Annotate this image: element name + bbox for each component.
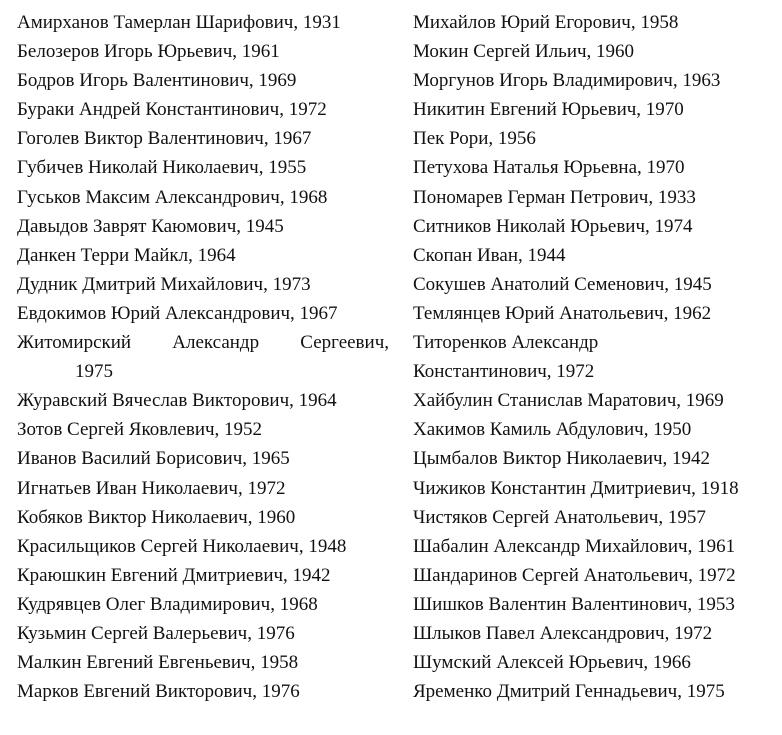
list-item: Скопан Иван, 1944 bbox=[413, 244, 566, 266]
list-item: Гуськов Максим Александрович, 1968 bbox=[17, 186, 328, 208]
list-item: Дудник Дмитрий Михайлович, 1973 bbox=[17, 273, 311, 295]
list-item: Хакимов Камиль Абдулович, 1950 bbox=[413, 419, 692, 441]
list-item: Моргунов Игорь Владимирович, 1963 bbox=[413, 70, 721, 92]
list-item: Бодров Игорь Валентинович, 1969 bbox=[17, 70, 297, 92]
list-item: Шишков Валентин Валентинович, 1953 bbox=[413, 593, 735, 615]
left-name-column bbox=[17, 8, 389, 706]
list-item: Темлянцев Юрий Анатольевич, 1962 bbox=[413, 302, 712, 324]
list-item: Губичев Николай Николаевич, 1955 bbox=[17, 157, 307, 179]
list-item: Амирханов Тамерлан Шарифович, 1931 bbox=[17, 12, 341, 33]
list-item: Житомирский Александр Сергеевич, bbox=[17, 332, 389, 354]
list-item: Давыдов Заврят Каюмович, 1945 bbox=[17, 215, 284, 237]
list-item: Пек Рори, 1956 bbox=[413, 128, 536, 150]
list-item: Краюшкин Евгений Дмитриевич, 1942 bbox=[17, 564, 331, 586]
list-item: Гоголев Виктор Валентинович, 1967 bbox=[17, 128, 312, 150]
list-item: Белозеров Игорь Юрьевич, 1961 bbox=[17, 41, 280, 63]
list-item: Чижиков Константин Дмитриевич, 1918 bbox=[413, 477, 739, 499]
list-item: Журавский Вячеслав Викторович, 1964 bbox=[17, 390, 337, 412]
list-item: Шабалин Александр Михайлович, 1961 bbox=[413, 535, 736, 557]
list-item: Шандаринов Сергей Анатольевич, 1972 bbox=[413, 564, 736, 586]
list-item: Михайлов Юрий Егорович, 1958 bbox=[413, 12, 679, 33]
list-item: Евдокимов Юрий Александрович, 1967 bbox=[17, 302, 338, 324]
list-item: Иванов Василий Борисович, 1965 bbox=[17, 448, 290, 470]
list-item: Шумский Алексей Юрьевич, 1966 bbox=[413, 652, 691, 674]
list-item-continuation: 1975 bbox=[75, 361, 113, 383]
list-item: Шлыков Павел Александрович, 1972 bbox=[413, 622, 713, 644]
list-item: Никитин Евгений Юрьевич, 1970 bbox=[413, 99, 684, 121]
list-item: Красильщиков Сергей Николаевич, 1948 bbox=[17, 535, 347, 557]
list-item: Чистяков Сергей Анатольевич, 1957 bbox=[413, 506, 706, 528]
list-item: Титоренков Александр bbox=[413, 332, 599, 354]
list-item: Яременко Дмитрий Геннадьевич, 1975 bbox=[413, 681, 725, 703]
list-item: Петухова Наталья Юрьевна, 1970 bbox=[413, 157, 685, 179]
list-item: Ситников Николай Юрьевич, 1974 bbox=[413, 215, 693, 237]
list-item: Игнатьев Иван Николаевич, 1972 bbox=[17, 477, 286, 499]
list-item: Цымбалов Виктор Николаевич, 1942 bbox=[413, 448, 711, 470]
list-item: Зотов Сергей Яковлевич, 1952 bbox=[17, 419, 263, 441]
list-item: Сокушев Анатолий Семенович, 1945 bbox=[413, 273, 712, 295]
list-item: Данкен Терри Майкл, 1964 bbox=[17, 244, 236, 266]
list-item: Малкин Евгений Евгеньевич, 1958 bbox=[17, 652, 299, 674]
right-name-column bbox=[413, 8, 778, 706]
list-item: Бураки Андрей Константинович, 1972 bbox=[17, 99, 327, 121]
list-item: Кудрявцев Олег Владимирович, 1968 bbox=[17, 593, 318, 615]
list-item: Мокин Сергей Ильич, 1960 bbox=[413, 41, 635, 63]
list-item: Хайбулин Станислав Маратович, 1969 bbox=[413, 390, 724, 412]
list-item: Кобяков Виктор Николаевич, 1960 bbox=[17, 506, 296, 528]
list-item-continuation: Константинович, 1972 bbox=[413, 361, 595, 383]
list-item: Марков Евгений Викторович, 1976 bbox=[17, 681, 300, 703]
list-item: Пономарев Герман Петрович, 1933 bbox=[413, 186, 696, 208]
list-item: Кузьмин Сергей Валерьевич, 1976 bbox=[17, 622, 295, 644]
